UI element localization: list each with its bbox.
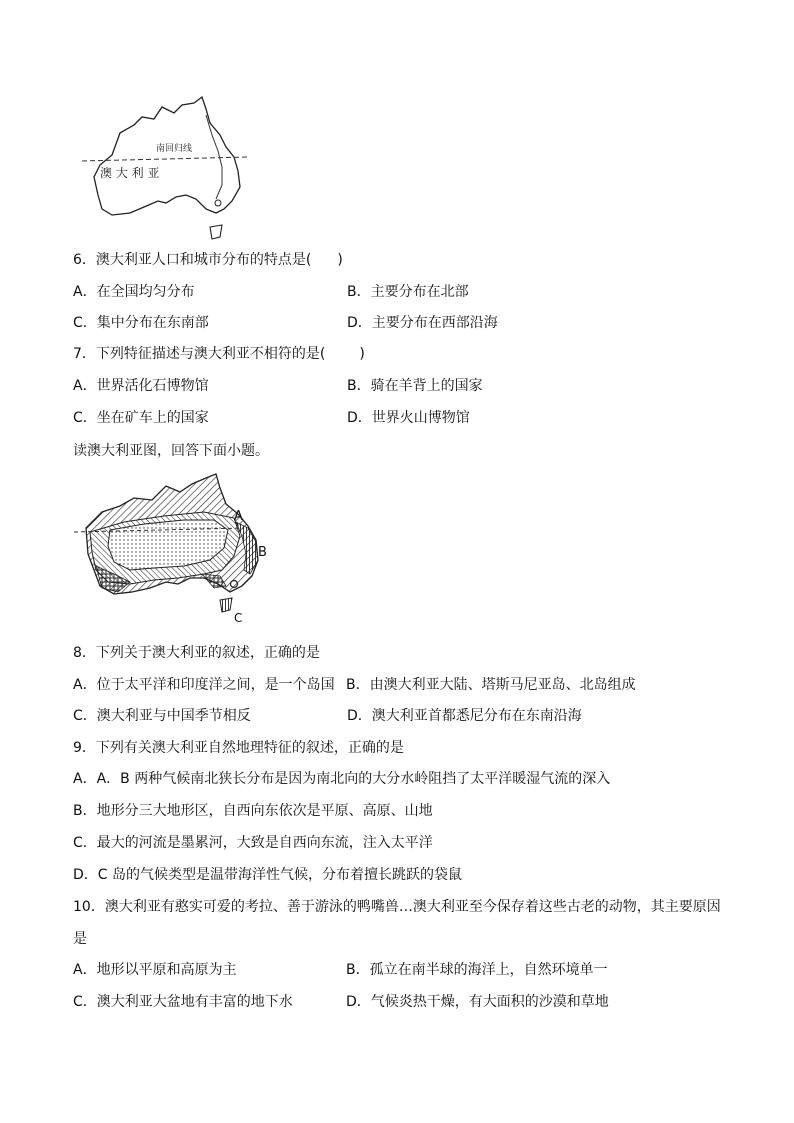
city-marker [215, 200, 221, 206]
q9-option-a: A．A．B 两种气候南北狭长分布是因为南北向的大分水岭阻挡了太平洋暖湿气流的深入 [73, 771, 611, 787]
q10-option-b: B．孤立在南半球的海洋上，自然环境单一 [346, 962, 608, 978]
question-6-stem: 6．澳大利亚人口和城市分布的特点是( ) [73, 252, 343, 268]
intro-text: 读澳大利亚图，回答下面小题。 [73, 443, 269, 459]
label-b: B [258, 545, 267, 560]
label-a: A [234, 509, 243, 524]
q8-option-a: A．位于太平洋和印度洋之间，是一个岛国 [73, 677, 335, 693]
tasmania-outline [210, 225, 222, 239]
q9-option-b: B．地形分三大地形区，自西向东依次是平原、高原、山地 [73, 803, 433, 819]
q8-option-b: B．由澳大利亚大陆、塔斯马尼亚岛、北岛组成 [346, 677, 636, 693]
q10-option-d: D．气候炎热干燥，有大面积的沙漠和草地 [346, 994, 609, 1010]
q7-option-c: C．坐在矿车上的国家 [73, 410, 209, 426]
australia-climate-map [74, 470, 284, 630]
label-c: C [234, 611, 243, 625]
q6-option-b: B．主要分布在北部 [347, 284, 469, 300]
tropic-label: 南回归线 [156, 144, 193, 154]
question-10-stem-line2: 是 [73, 931, 87, 947]
question-9-stem: 9．下列有关澳大利亚自然地理特征的叙述，正确的是 [73, 740, 404, 756]
q10-option-c: C．澳大利亚大盆地有丰富的地下水 [73, 994, 293, 1010]
q6-option-a: A．在全国均匀分布 [73, 284, 195, 300]
question-7-stem: 7．下列特征描述与澳大利亚不相符的是( ) [73, 346, 365, 362]
q7-option-a: A．世界活化石博物馆 [73, 378, 209, 394]
q8-option-d: D．澳大利亚首都悉尼分布在东南沿海 [347, 708, 582, 724]
q7-option-b: B．骑在羊背上的国家 [347, 378, 483, 394]
q9-option-c: C．最大的河流是墨累河，大致是自西向东流，注入太平洋 [73, 835, 433, 851]
australia-outline [94, 97, 240, 215]
q9-option-d: D．C 岛的气候类型是温带海洋性气候，分布着擅长跳跃的袋鼠 [73, 867, 463, 883]
q7-option-d: D．世界火山博物馆 [347, 410, 470, 426]
q6-option-d: D．主要分布在西部沿海 [347, 315, 498, 331]
q8-option-c: C．澳大利亚与中国季节相反 [73, 708, 251, 724]
australia-map-tropic [82, 95, 252, 245]
question-10-stem-line1: 10．澳大利亚有憨实可爱的考拉、善于游泳的鸭嘴兽…澳大利亚至今保存着这些古老的动物，其主要原因 [73, 899, 721, 915]
question-8-stem: 8．下列关于澳大利亚的叙述，正确的是 [73, 645, 320, 661]
country-label: 澳 大 利 亚 [100, 166, 160, 180]
q6-option-c: C．集中分布在东南部 [73, 315, 209, 331]
q10-option-a: A．地形以平原和高原为主 [73, 962, 237, 978]
tasmania-island [220, 598, 232, 612]
